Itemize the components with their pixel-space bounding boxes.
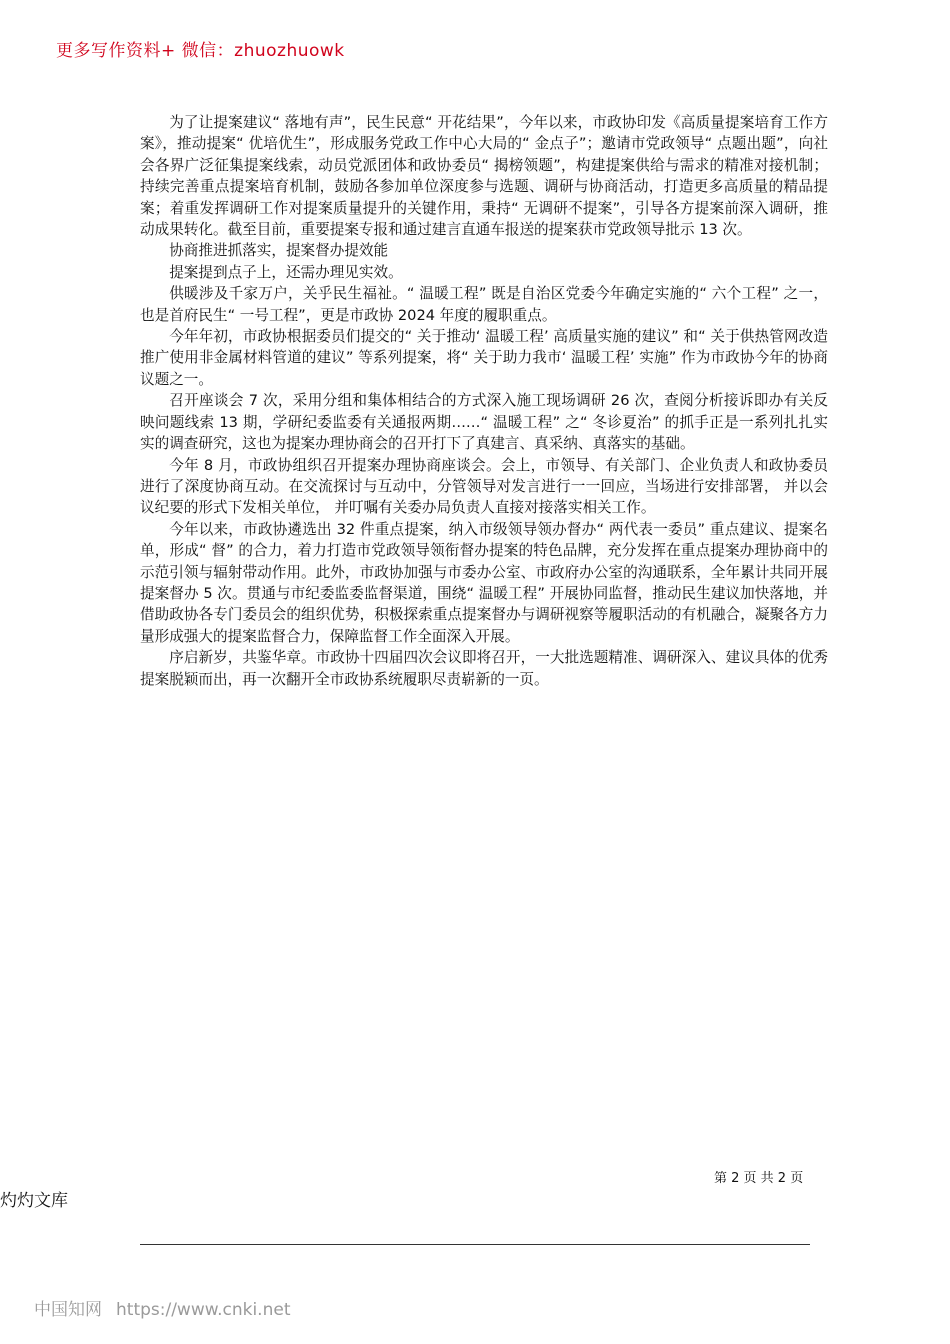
footer-divider bbox=[140, 1244, 810, 1245]
watermark-url: https://www.cnki.net bbox=[116, 1300, 291, 1320]
paragraph: 今年以来，市政协遴选出 32 件重点提案，纳入市级领导领办督办“ 两代表一委员” 重点建议、提案名单，形成“ 督” 的合力，着力打造市党政领导领衔督办提案的特色品牌，充分发挥在重点提案办理协商中的示范引领与辐射带动作用。此外，市政协加强与市委办公室、市政府办公室的沟通联系，全年累计共同开展提案督办 5 次。贯通与市纪委监委监督渠道，围绕“ 温暖工程” 开展协同监督，推动民生建议加快落地，并借助政协各专门委员会的组织优势，积极探索重点提案督办与调研视察等履职活动的有机融合，凝聚各方力量形成强大的提案监督合力，保障监督工作全面深入开展。 bbox=[140, 520, 828, 645]
paragraph: 召开座谈会 7 次，采用分组和集体相结合的方式深入施工现场调研 26 次，查阅分析接诉即办有关反映问题线索 13 期，学研纪委监委有关通报两期……“ 温暖工程” 之“ 冬诊夏治” 的抓手正是一系列扎扎实实的调查研究，这也为提案办理协商会的召开打下了真建言、真采纳、真落实的基础。 bbox=[140, 392, 828, 453]
paragraph: 今年 8 月，市政协组织召开提案办理协商座谈会。会上，市领导、有关部门、企业负责人和政协委员进行了深度协商互动。在交流探讨与互动中，分管领导对发言进行一一回应，当场进行安排部署， 并以会议纪要的形式下发相关单位， 并叮嘱有关委办局负责人直接对接落实相关工作。 bbox=[140, 456, 828, 517]
page-number: 第 2 页 共 2 页 bbox=[714, 1171, 804, 1186]
section-heading: 协商推进抓落实，提案督办提效能 bbox=[169, 242, 389, 260]
footer-brand: 灼灼文库 bbox=[0, 1191, 68, 1211]
article-body bbox=[140, 112, 828, 690]
paragraph: 供暖涉及千家万户，关乎民生福祉。“ 温暖工程” 既是自治区党委今年确定实施的“ 六个工程” 之一，也是首府民生“ 一号工程”，更是市政协 2024 年度的履职重点。 bbox=[140, 285, 828, 324]
watermark-name: 中国知网 bbox=[34, 1300, 102, 1320]
paragraph: 为了让提案建议“ 落地有声”，民生民意“ 开花结果”，今年以来，市政协印发《高质量提案培育工作方案》，推动提案“ 优培优生”，形成服务党政工作中心大局的“ 金点子”；邀请市党政领导“ 点题出题”，向社会各界广泛征集提案线索，动员党派团体和政协委员“ 揭榜领题”，构建提案供给与需求的精准对接机制；持续完善重点提案培育机制，鼓励各参加单位深度参与选题、调研与协商活动，打造更多高质量的精品提案；着重发挥调研工作对提案质量提升的关键作用，秉持“ 无调研不提案”，引导各方提案前深入调研，推动成果转化。截至目前，重要提案专报和通过建言直通车报送的提案获市党政领导批示 13 次。 bbox=[140, 114, 828, 239]
paragraph: 今年年初，市政协根据委员们提交的“ 关于推动‘ 温暖工程’ 高质量实施的建议” 和“ 关于供热管网改造推广使用非金属材料管道的建议” 等系列提案，将“ 关于助力我市‘ 温暖工程’ 实施” 作为市政协今年的协商议题之一。 bbox=[140, 328, 828, 388]
paragraph: 序启新岁，共鉴华章。市政协十四届四次会议即将召开，一大批选题精准、调研深入、建议具体的优秀提案脱颖而出，再一次翻开全市政协系统履职尽责崭新的一页。 bbox=[140, 649, 828, 688]
promo-banner-text: 更多写作资料+ 微信：zhuozhuowk bbox=[56, 41, 345, 61]
watermark bbox=[34, 1295, 304, 1320]
paragraph: 提案提到点子上，还需办理见实效。 bbox=[169, 263, 403, 281]
